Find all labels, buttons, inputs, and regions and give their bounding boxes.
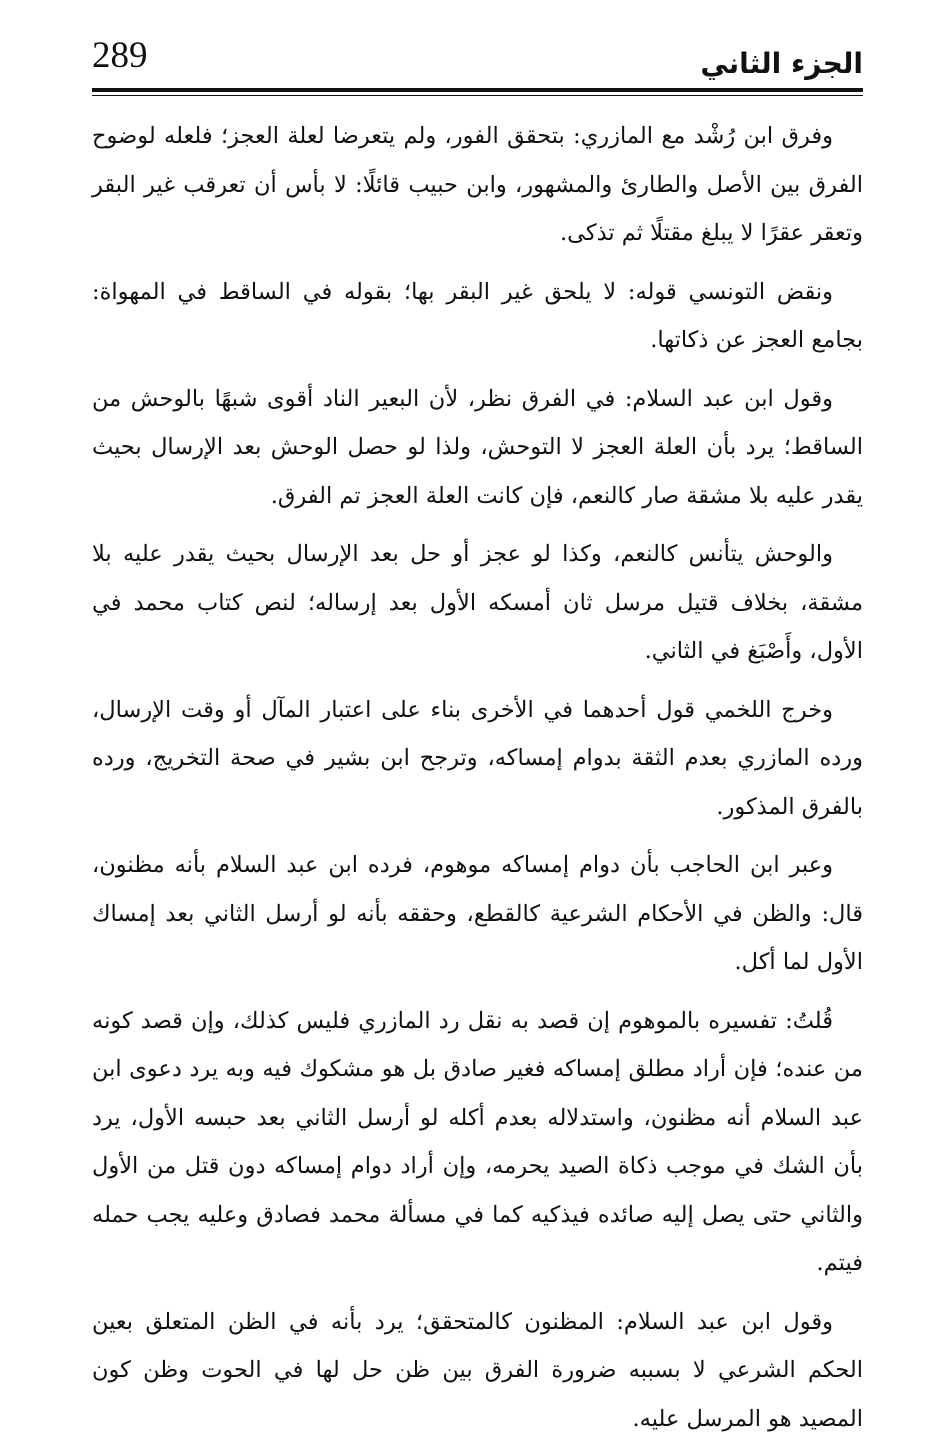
- paragraph: وخرج اللخمي قول أحدهما في الأخرى بناء على اعتبار المآل أو وقت الإرسال، ورده المازري بعدم الثقة بدوام إمساكه، وترجح ابن بشير في صحة التخريج، ورده بالفرق المذكور.: [92, 686, 863, 832]
- paragraph: وقول ابن عبد السلام: في الفرق نظر، لأن البعير الناد أقوى شبهًا بالوحش من الساقط؛ يرد بأن العلة العجز لا التوحش، ولذا لو حصل الوحش بعد الإرسال بحيث يقدر عليه بلا مشقة صار كالنعم، فإن كانت العلة العجز تم الفرق.: [92, 375, 863, 521]
- header-rule-thin: [92, 95, 863, 96]
- paragraph: ونقض التونسي قوله: لا يلحق غير البقر بها؛ بقوله في الساقط في المهواة: بجامع العجز عن ذكاتها.: [92, 268, 863, 365]
- header-rule-thick: [92, 88, 863, 92]
- body-text: [92, 112, 863, 1443]
- paragraph: قُلتُ: تفسيره بالموهوم إن قصد به نقل رد المازري فليس كذلك، وإن قصد كونه من عنده؛ فإن أراد مطلق إمساكه فغير صادق بل هو مشكوك فيه وبه يرد دعوى ابن عبد السلام أنه مظنون، واستدلاله بعدم أكله لو أرسل الثاني بعد حبسه الأول، يرد بأن الشك في موجب ذكاة الصيد يحرمه، وإن أراد دوام إمساكه دون قتل من الأول والثاني حتى يصل إليه صائده فيذكيه كما في مسألة محمد فصادق وعليه يجب حمله فيتم.: [92, 997, 863, 1288]
- paragraph: وقول ابن عبد السلام: المظنون كالمتحقق؛ يرد بأنه في الظن المتعلق بعين الحكم الشرعي لا بسببه ضرورة الفرق بين ظن حل لها في الحوت وظن كون المصيد هو المرسل عليه.: [92, 1298, 863, 1443]
- part-title: الجزء الثاني: [700, 46, 863, 82]
- page-number: 289: [92, 36, 148, 76]
- paragraph: وفرق ابن رُشْد مع المازري: بتحقق الفور، ولم يتعرضا لعلة العجز؛ فلعله لوضوح الفرق بين الأصل والطارئ والمشهور، وابن حبيب قائلًا: لا بأس أن تعرقب غير البقر وتعقر عقرًا لا يبلغ مقتلًا ثم تذكى.: [92, 112, 863, 258]
- paragraph: والوحش يتأنس كالنعم، وكذا لو عجز أو حل بعد الإرسال بحيث يقدر عليه بلا مشقة، بخلاف قتيل مرسل ثان أمسكه الأول بعد إرساله؛ لنص كتاب محمد في الأول، وأَصْبَغ في الثاني.: [92, 530, 863, 676]
- page-header: [92, 28, 863, 84]
- paragraph: وعبر ابن الحاجب بأن دوام إمساكه موهوم، فرده ابن عبد السلام بأنه مظنون، قال: والظن في الأحكام الشرعية كالقطع، وحققه بأنه لو أرسل الثاني بعد إمساك الأول لما أكل.: [92, 841, 863, 987]
